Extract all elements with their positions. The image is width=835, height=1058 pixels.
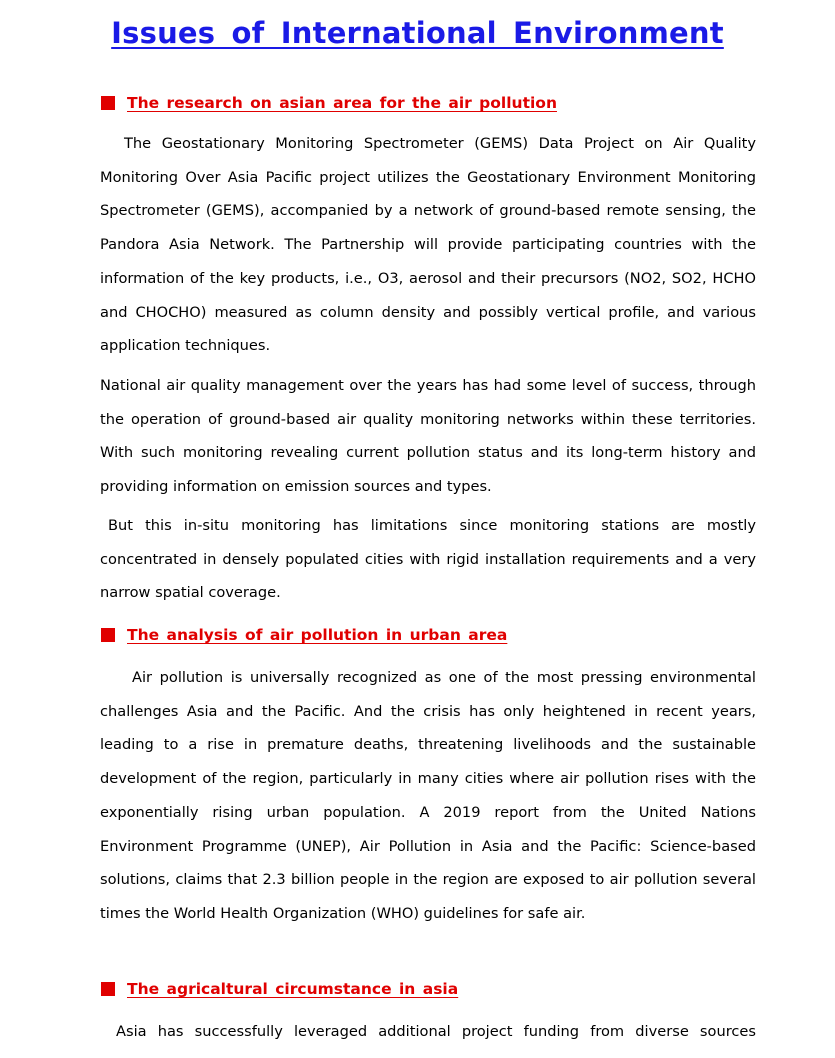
section-heading-label: The research on asian area for the air pollution: [127, 94, 557, 112]
paragraph: National air quality management over the years has had some level of success, through the operation of ground-based air quality monitoring networks within these territories. With such monitoring revealing current pollution status and its long-term history and providing information on emission sources and types.: [100, 377, 756, 496]
paragraph: Air pollution is universally recognized as one of the most pressing environmental challenges Asia and the Pacific. And the crisis has only heightened in recent years, leading to a rise in premature deaths, threatening livelihoods and the sustainable development of the region, particularly in many cities where air pollution rises with the exponentially rising urban population. A 2019 report from the United Nations Environment Programme (UNEP), Air Pollution in Asia and the Pacific: Science-based solutions, claims that 2.3 billion people in the region are exposed to air pollution several times the World Health Organization (WHO) guidelines for safe air.: [100, 669, 756, 922]
paragraph: But this in-situ monitoring has limitations since monitoring stations are mostly concentrated in densely populated cities with rigid installation requirements and a very narrow spatial coverage.: [100, 517, 756, 602]
section-heading-agricultural: [101, 980, 458, 998]
section-heading-label: The agricaltural circumstance in asia: [127, 980, 459, 998]
heading-bullet-icon: [101, 96, 115, 110]
section-heading-research: [101, 94, 557, 112]
paragraph: Asia has successfully leveraged additional project funding from diverse sources: [116, 1023, 756, 1040]
heading-bullet-icon: [101, 982, 115, 996]
paragraph: The Geostationary Monitoring Spectrometer (GEMS) Data Project on Air Quality Monitoring Over Asia Pacific project utilizes the Geostationary Environment Monitoring Spectrometer (GEMS), accompanied by a network of ground-based remote sensing, the Pandora Asia Network. The Partnership will provide participating countries with the information of the key products, i.e., O3, aerosol and their precursors (NO2, SO2, HCHO and CHOCHO) measured as column density and possibly vertical profile, and various application techniques.: [100, 135, 756, 355]
page-title: Issues of International Environment: [111, 16, 724, 50]
heading-bullet-icon: [101, 628, 115, 642]
section-heading-label: The analysis of air pollution in urban area: [127, 626, 508, 644]
section-heading-urban: [101, 626, 507, 644]
